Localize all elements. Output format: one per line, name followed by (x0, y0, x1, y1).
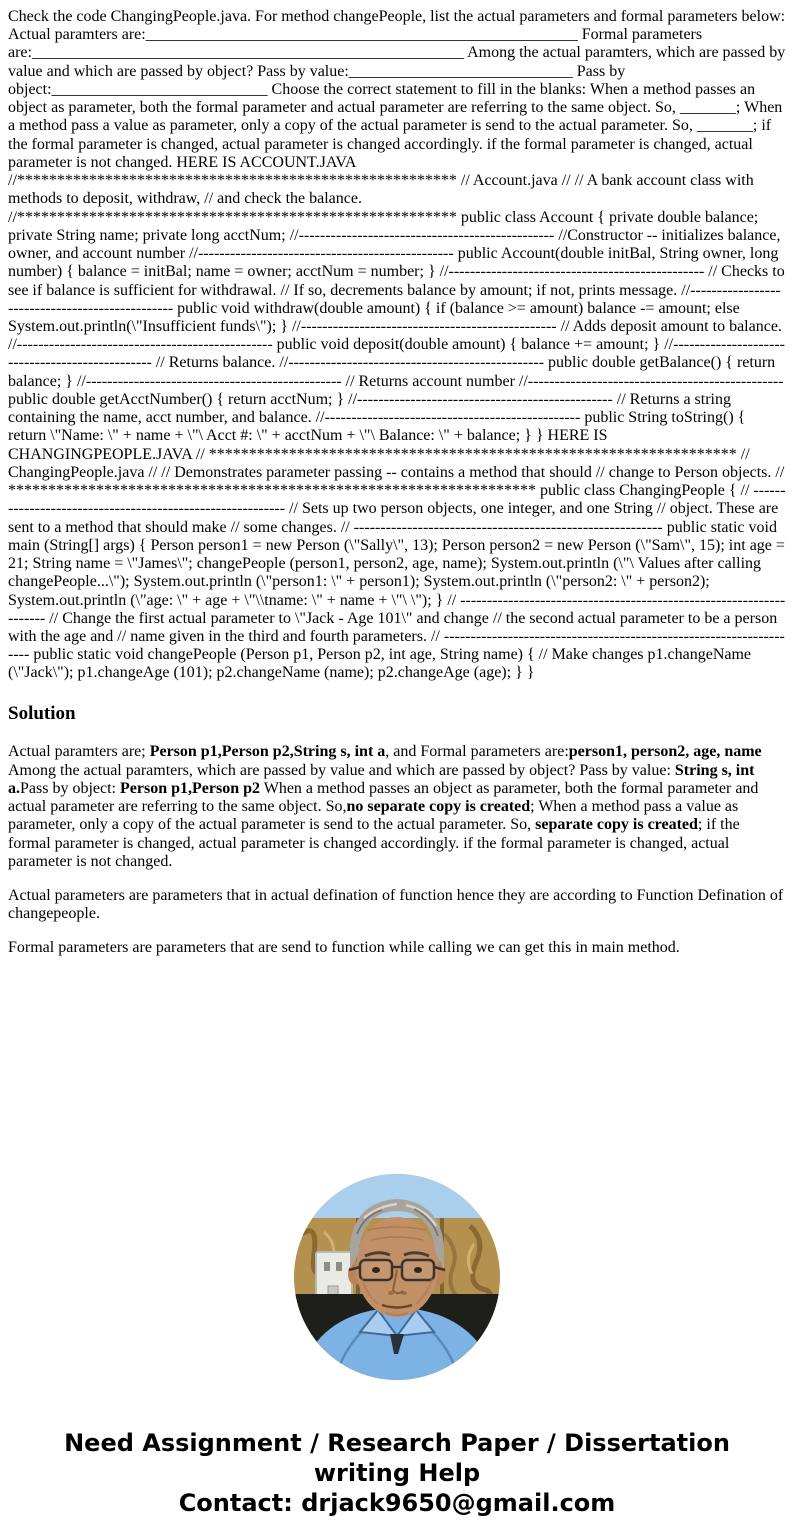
tutor-portrait-graphic (294, 1174, 500, 1380)
text-segment: , and Formal parameters are: (385, 743, 569, 761)
text-segment: Actual paramters are; (8, 743, 150, 761)
text-segment: Among the actual paramters, which are passed by value and which are passed by object? Pass by value: (8, 761, 675, 779)
footer-contact: Contact: drjack9650@gmail.com (178, 1488, 616, 1517)
footer-banner (8, 1428, 786, 1518)
avatar-row (8, 1174, 786, 1380)
answer-bold-segment: Person p1,Person p2 (120, 779, 260, 797)
solution-paragraph-2: Actual parameters are parameters that in actual defination of function hence they are according to Function Defination of changepeople. (8, 886, 784, 923)
text-segment: ; if the formal parameter is changed, actual parameter is changed accordingly. if the formal parameter is changed, actual parameter is not changed. (8, 816, 740, 870)
answer-bold-segment: Person p1,Person p2,String s, int a (149, 743, 386, 761)
document-page (8, 8, 786, 1518)
text-segment: Pass by object: (20, 779, 120, 797)
answer-bold-segment: no separate copy is created (346, 798, 531, 816)
footer-line-1: Need Assignment / Research Paper / Dissertation (64, 1428, 730, 1457)
answer-bold-segment: String s, int a. (8, 761, 755, 797)
footer-line-2: writing Help (313, 1458, 481, 1487)
footer-help-text (8, 1428, 786, 1488)
text-segment: When a method passes an object as parameter, both the formal parameter and actual parameter are referring to the same object. So, (8, 779, 759, 816)
tutor-avatar-photo (294, 1174, 500, 1380)
solution-heading: Solution (8, 702, 76, 724)
solution-paragraph-1 (8, 743, 786, 871)
answer-bold-segment: separate copy is created (535, 816, 698, 834)
answer-bold-segment: person1, person2, age, name (568, 743, 762, 761)
blank-spacer (8, 974, 786, 1174)
question-text: Check the code ChangingPeople.java. For method changePeople, list the actual parameters and formal parameters below: Actual paramters are:______________________________________________________ Formal parameters are:______________________________________________________ Among the actual paramters, which are passed by value and which are passed by object? Pass by value:____________________________ Pass by object:___________________________ Choose the correct statement to fill in the blanks: When a method passes an object as parameter, both the formal parameter and actual parameter are referring to the same object. So, _______; When a method pass a value as parameter, only a copy of the actual parameter is send to the actual parameter. So, _______; if the formal parameter is changed, actual parameter is changed accordingly. if the formal parameter is changed, actual parameter is not changed. HERE IS ACCOUNT.JAVA //******************************************************* // Account.java // // A bank account class with methods to deposit, withdraw, // and check the balance. //******************************************************* public class Account { private double balance; private String name; private long acctNum; //------------------------------------------------ //Constructor -- initializes balance, owner, and account number //------------------------------------------------ public Account(double initBal, String owner, long number) { balance = initBal; name = owner; acctNum = number; } //------------------------------------------------ // Checks to see if balance is sufficient for withdrawal. // If so, decrements balance by amount; if not, prints message. //------------------------------------------------ public void withdraw(double amount) { if (balance >= amount) balance -= amount; else System.out.println(\"Insufficient funds\"); } //------------------------------------------------ // Adds deposit amount to balance. //------------------------------------------------ public void deposit(double amount) { balance += amount; } //------------------------------------------------ // Returns balance. //------------------------------------------------ public double getBalance() { return balance; } //------------------------------------------------ // Returns account number //------------------------------------------------ public double getAcctNumber() { return acctNum; } //------------------------------------------------ // Returns a string containing the name, acct number, and balance. //------------------------------------------------ public String toString() { return \"Name: \" + name + \"\ Acct #: \" + acctNum + \"\ Balance: \" + balance; } } HERE IS CHANGINGPEOPLE.JAVA // ****************************************************************** // ChangingPeople.java // // Demonstrates parameter passing -- contains a method that should // change to Person objects. // ****************************************************************** public class ChangingPeople { // ---------------------------------------------------------- // Sets up two person objects, one integer, and one String // object. These are sent to a method that should make // some changes. // ---------------------------------------------------------- public static void main (String[] args) { Person person1 = new Person (\"Sally\", 13); Person person2 = new Person (\"Sam\", 15); int age = 21; String name = \"James\"; changePeople (person1, person2, age, name); System.out.println (\"\ Values after calling changePeople...\"); System.out.println (\"person1: \" + person1); System.out.println (\"person2: \" + person2); System.out.println (\"age: \" + age + \"\\tname: \" + name + \"\ \"); } // -------------------------------------------------------------------- // Change the first actual parameter to \"Jack - Age 101\" and change // the second actual parameter to be a person with the age and // name given in the third and fourth parameters. // -------------------------------------------------------------------- public static void changePeople (Person p1, Person p2, int age, String name) { // Make changes p1.changeName (\"Jack\"); p1.changeAge (101); p2.changeName (name); p2.changeAge (age); } } (8, 8, 786, 682)
solution-paragraph-3: Formal parameters are parameters that are send to function while calling we can get this in main method. (8, 939, 680, 957)
text-segment: ; When a method pass a value as parameter, only a copy of the actual parameter is send to the actual parameter. So, (8, 798, 739, 834)
